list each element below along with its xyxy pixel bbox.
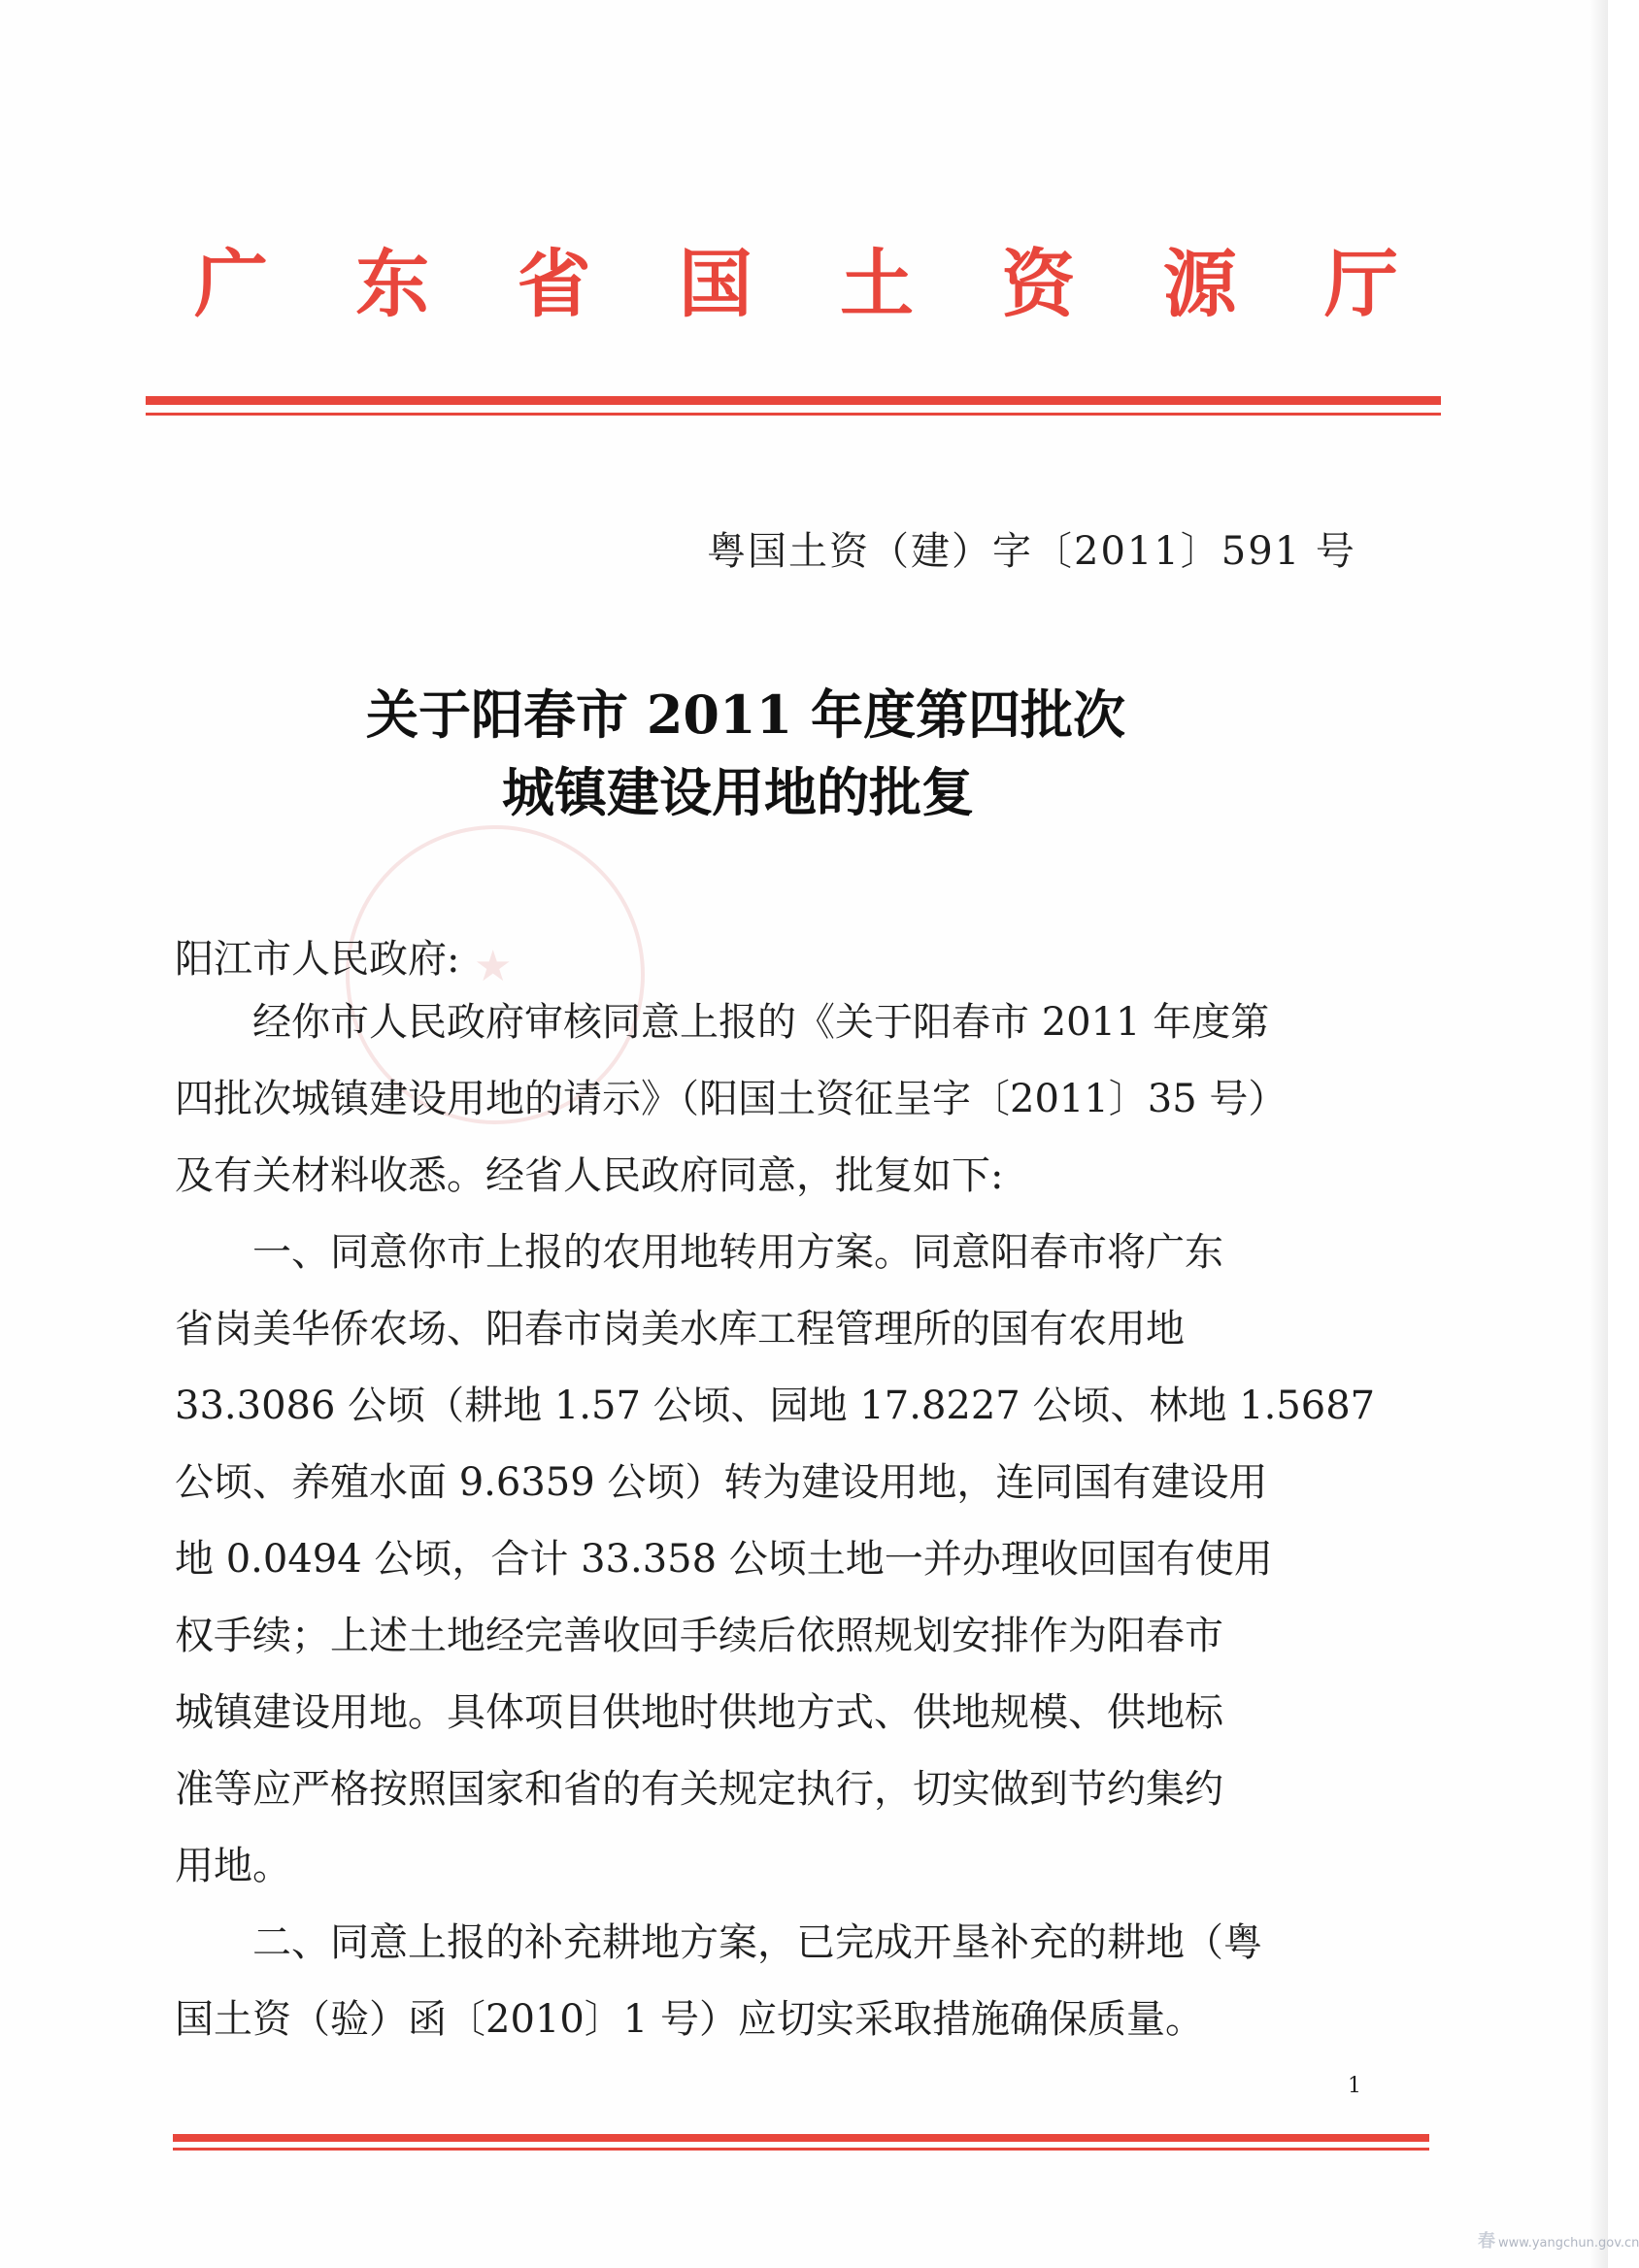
body-line: 用地。 [175, 1844, 291, 1888]
header-char: 土 [840, 241, 915, 327]
seal-star-icon: ★ [474, 942, 513, 991]
footer-divider-thick [173, 2134, 1429, 2142]
salutation: 阳江市人民政府: [175, 937, 460, 982]
body-line: 地 0.0494 公顷，合计 33.358 公顷土地一并办理收回国有使用 [175, 1537, 1273, 1582]
document-title-line-2: 城镇建设用地的批复 [502, 761, 974, 823]
header-divider-thin [146, 413, 1441, 416]
body-line: 准等应严格按照国家和省的有关规定执行，切实做到节约集约 [175, 1767, 1223, 1812]
scan-edge-shadow [1589, 0, 1608, 2268]
document-title-line-1: 关于阳春市 2011 年度第四批次 [366, 684, 1125, 746]
footer-divider-thin [173, 2148, 1429, 2151]
body-line: 权手续；上述土地经完善收回手续后依照规划安排作为阳春市 [175, 1614, 1223, 1658]
body-line: 四批次城镇建设用地的请示》（阳国土资征呈字〔2011〕35 号） [175, 1077, 1288, 1121]
body-line: 公顷、养殖水面 9.6359 公顷）转为建设用地，连同国有建设用 [175, 1460, 1268, 1505]
body-line: 经你市人民政府审核同意上报的《关于阳春市 2011 年度第 [252, 1000, 1270, 1045]
watermark-url: www.yangchun.gov.cn [1498, 2236, 1639, 2251]
header-char: 资 [1001, 241, 1076, 327]
page-number: 1 [1348, 2074, 1361, 2098]
body-line: 省岗美华侨农场、阳春市岗美水库工程管理所的国有农用地 [175, 1307, 1185, 1351]
header-divider-thick [146, 396, 1441, 405]
document-body [175, 995, 1376, 2069]
header-char: 源 [1162, 241, 1237, 327]
header-char: 东 [355, 241, 430, 327]
watermark-logo: 春 [1478, 2231, 1495, 2251]
document-number: 粤国土资（建）字〔2011〕591 号 [707, 529, 1356, 574]
body-line: 33.3086 公顷（耕地 1.57 公顷、园地 17.8227 公顷、林地 1.5687 [175, 1384, 1376, 1428]
site-watermark [1478, 2233, 1639, 2252]
header-char: 广 [194, 241, 268, 327]
header-char: 省 [517, 241, 591, 327]
issuing-authority-header [194, 241, 1398, 328]
body-line: 一、同意你市上报的农用地转用方案。同意阳春市将广东 [252, 1230, 1223, 1275]
body-line: 及有关材料收悉。经省人民政府同意，批复如下: [175, 1153, 1004, 1198]
body-line: 城镇建设用地。具体项目供地时供地方式、供地规模、供地标 [175, 1690, 1223, 1735]
body-line: 二、同意上报的补充耕地方案，已完成开垦补充的耕地（粤 [252, 1920, 1262, 1965]
body-line: 国土资（验）函〔2010〕1 号）应切实采取措施确保质量。 [175, 1997, 1204, 2042]
header-char: 厅 [1323, 241, 1398, 327]
header-char: 国 [678, 241, 753, 327]
